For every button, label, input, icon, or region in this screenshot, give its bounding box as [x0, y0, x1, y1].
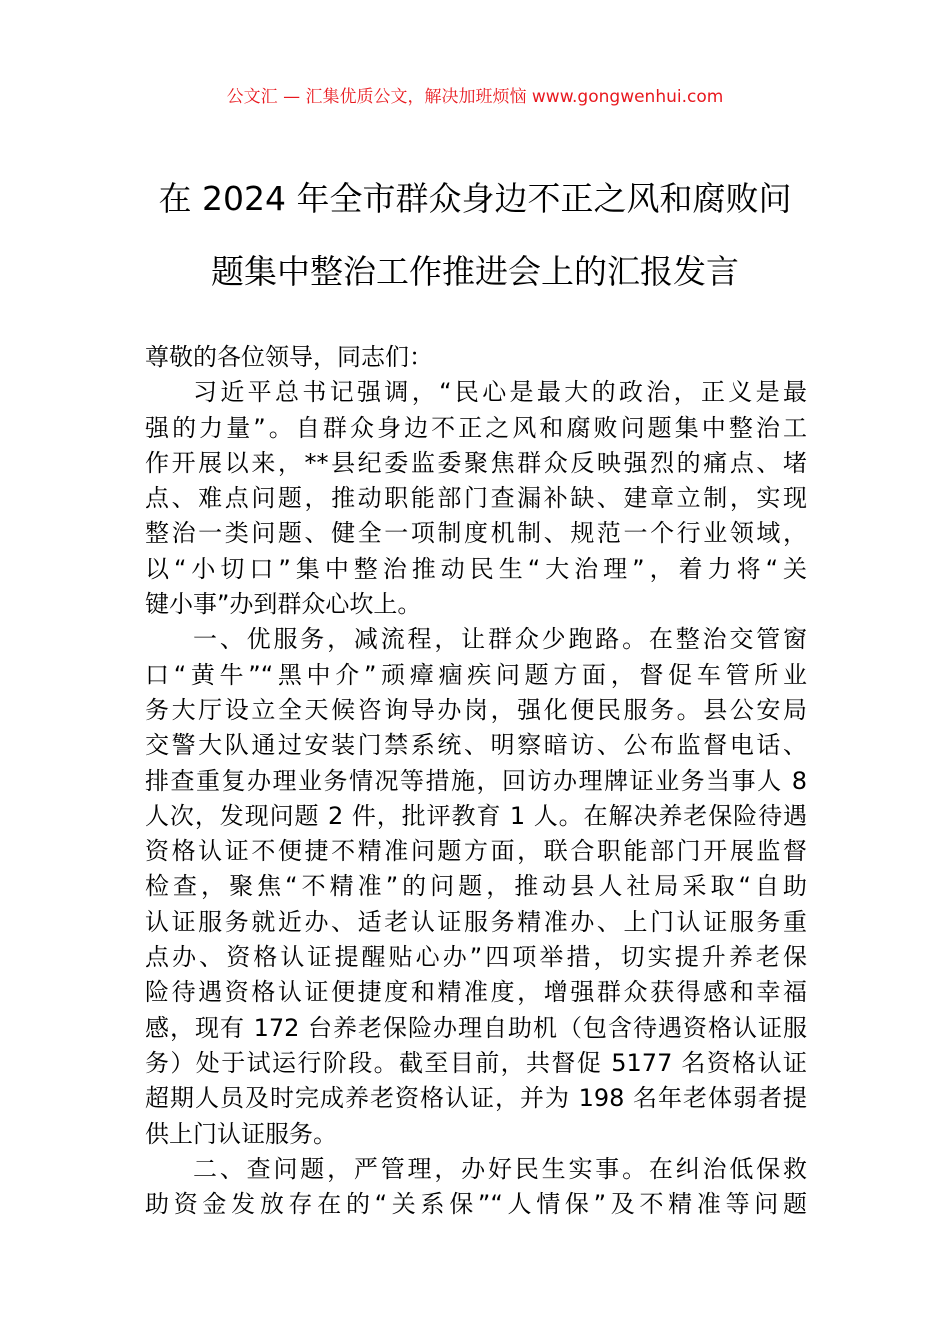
body-line: 超期人员及时完成养老资格认证，并为 198 名年老体弱者提 [145, 1084, 807, 1113]
title-line: 在 2024 年全市群众身边不正之风和腐败问 [158, 179, 792, 218]
document-body [145, 340, 807, 1222]
document-title [100, 162, 850, 308]
body-line: 点办、资格认证提醒贴心办”四项举措，切实提升养老保 [145, 943, 807, 972]
body-line: 务）处于试运行阶段。截至目前，共督促 5177 名资格认证 [145, 1048, 807, 1077]
body-line: 务大厅设立全天候咨询导办岗，强化便民服务。县公安局 [145, 695, 807, 724]
body-line: 一、优服务，减流程，让群众少跑路。在整治交管窗 [193, 625, 807, 654]
body-line: 二、查问题，严管理，办好民生实事。在纠治低保救 [193, 1154, 807, 1183]
body-line: 感，现有 172 台养老保险办理自助机（包含待遇资格认证服 [145, 1013, 807, 1042]
body-line: 整治一类问题、健全一项制度机制、规范一个行业领域， [145, 519, 807, 548]
body-line: 认证服务就近办、适老认证服务精准办、上门认证服务重 [145, 907, 807, 936]
body-line: 键小事”办到群众心坎上。 [145, 590, 422, 619]
body-line: 资格认证不便捷不精准问题方面，联合职能部门开展监督 [145, 837, 807, 866]
body-line: 口“黄牛”“黑中介”顽瘴痼疾问题方面，督促车管所业 [145, 660, 807, 689]
body-line: 作开展以来，**县纪委监委聚焦群众反映强烈的痛点、堵 [145, 448, 807, 477]
title-line: 题集中整治工作推进会上的汇报发言 [211, 252, 739, 291]
body-line: 供上门认证服务。 [145, 1119, 337, 1148]
body-line: 交警大队通过安装门禁系统、明察暗访、公布监督电话、 [145, 731, 807, 760]
body-line: 强的力量”。自群众身边不正之风和腐败问题集中整治工 [145, 413, 807, 442]
body-line: 助资金发放存在的“关系保”“人情保”及不精准等问题 [145, 1190, 807, 1219]
salutation: 尊敬的各位领导，同志们： [145, 343, 433, 371]
body-line: 检查，聚焦“不精准”的问题，推动县人社局采取“自助 [145, 872, 807, 901]
body-line: 排查重复办理业务情况等措施，回访办理牌证业务当事人 8 [145, 766, 807, 795]
body-line: 习近平总书记强调，“民心是最大的政治，正义是最 [193, 378, 807, 407]
site-banner: 公文汇 — 汇集优质公文，解决加班烦恼 www.gongwenhui.com [226, 87, 724, 107]
body-line: 险待遇资格认证便捷度和精准度，增强群众获得感和幸福 [145, 978, 807, 1007]
body-line: 以“小切口”集中整治推动民生“大治理”，着力将“关 [145, 554, 807, 583]
body-line: 人次，发现问题 2 件，批评教育 1 人。在解决养老保险待遇 [145, 801, 807, 830]
body-line: 点、难点问题，推动职能部门查漏补缺、建章立制，实现 [145, 484, 807, 513]
